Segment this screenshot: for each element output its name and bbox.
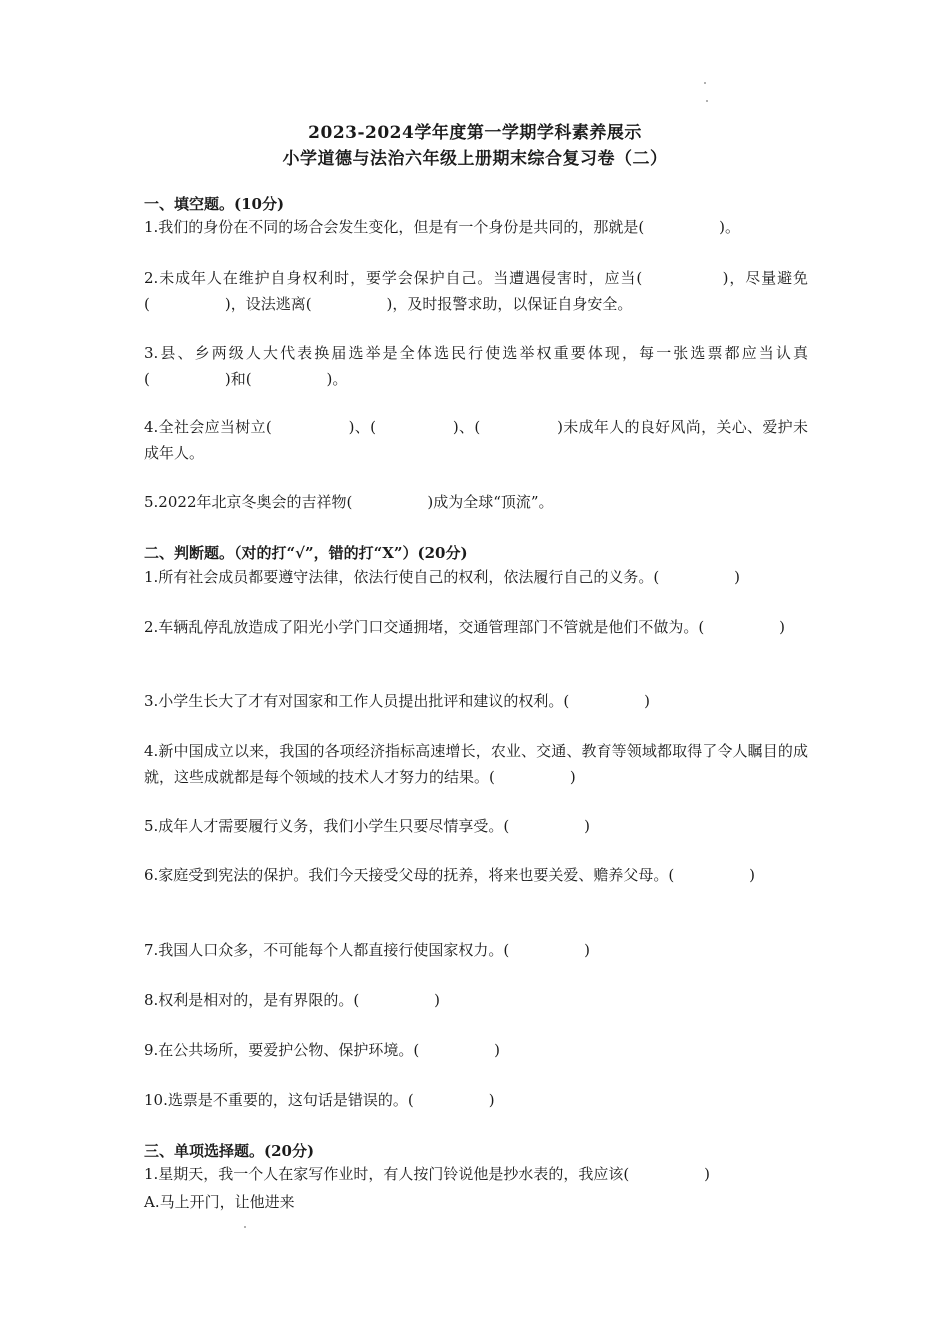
fill-question-5: 5.2022年北京冬奥会的吉祥物( )成为全球“顶流”。: [144, 493, 554, 511]
section-2-heading: 二、判断题。（对的打“√”，错的打“X”）(20分): [144, 544, 468, 562]
judge-question-9: 9.在公共场所，要爱护公物、保护环境。( ): [144, 1041, 501, 1059]
section-3-heading: 三、单项选择题。(20分): [144, 1142, 315, 1160]
judge-question-4: 4.新中国成立以来，我国的各项经济指标高速增长，农业、交通、教育等领域都取得了令人瞩目的成就，这些成就都是每个领域的技术人才努力的结果。( ): [144, 742, 808, 786]
fill-question-3: 3.县、乡两级人大代表换届选举是全体选民行使选举权重要体现，每一张选票都应当认真( )和( )。: [144, 344, 808, 388]
judge-question-3: 3.小学生长大了才有对国家和工作人员提出批评和建议的权利。( ): [144, 692, 651, 710]
judge-question-10: 10.选票是不重要的，这句话是错误的。( ): [144, 1091, 495, 1109]
judge-question-2: 2.车辆乱停乱放造成了阳光小学门口交通拥堵，交通管理部门不管就是他们不做为。( ): [144, 618, 786, 636]
fill-question-4: 4.全社会应当树立( )、( )、( )未成年人的良好风尚，关心、爱护未成年人。: [144, 418, 808, 462]
judge-question-5: 5.成年人才需要履行义务，我们小学生只要尽情享受。( ): [144, 817, 591, 835]
judge-question-1: 1.所有社会成员都要遵守法律，依法行使自己的权利，依法履行自己的义务。( ): [144, 568, 741, 586]
scan-speck: [706, 100, 708, 102]
title-line-2: 小学道德与法治六年级上册期末综合复习卷（二）: [282, 149, 668, 169]
scan-speck: [704, 82, 706, 84]
section-1-heading: 一、填空题。(10分): [144, 195, 285, 213]
judge-question-8: 8.权利是相对的，是有界限的。( ): [144, 991, 441, 1009]
choice-option-a: A.马上开门，让他进来: [144, 1193, 295, 1211]
fill-question-2: 2.未成年人在维护自身权利时，要学会保护自己。当遭遇侵害时，应当( )，尽量避免( )，设法逃离( )，及时报警求助，以保证自身安全。: [144, 269, 808, 313]
judge-question-6: 6.家庭受到宪法的保护。我们今天接受父母的抚养，将来也要关爱、赡养父母。( ): [144, 866, 756, 884]
scan-speck: [244, 1226, 246, 1228]
fill-question-1: 1.我们的身份在不同的场合会发生变化，但是有一个身份是共同的，那就是( )。: [144, 218, 741, 236]
title-line-1: 2023-2024学年度第一学期学科素养展示: [308, 123, 642, 143]
judge-question-7: 7.我国人口众多，不可能每个人都直接行使国家权力。( ): [144, 941, 591, 959]
choice-question-1: 1.星期天，我一个人在家写作业时，有人按门铃说他是抄水表的，我应该( ): [144, 1165, 711, 1183]
